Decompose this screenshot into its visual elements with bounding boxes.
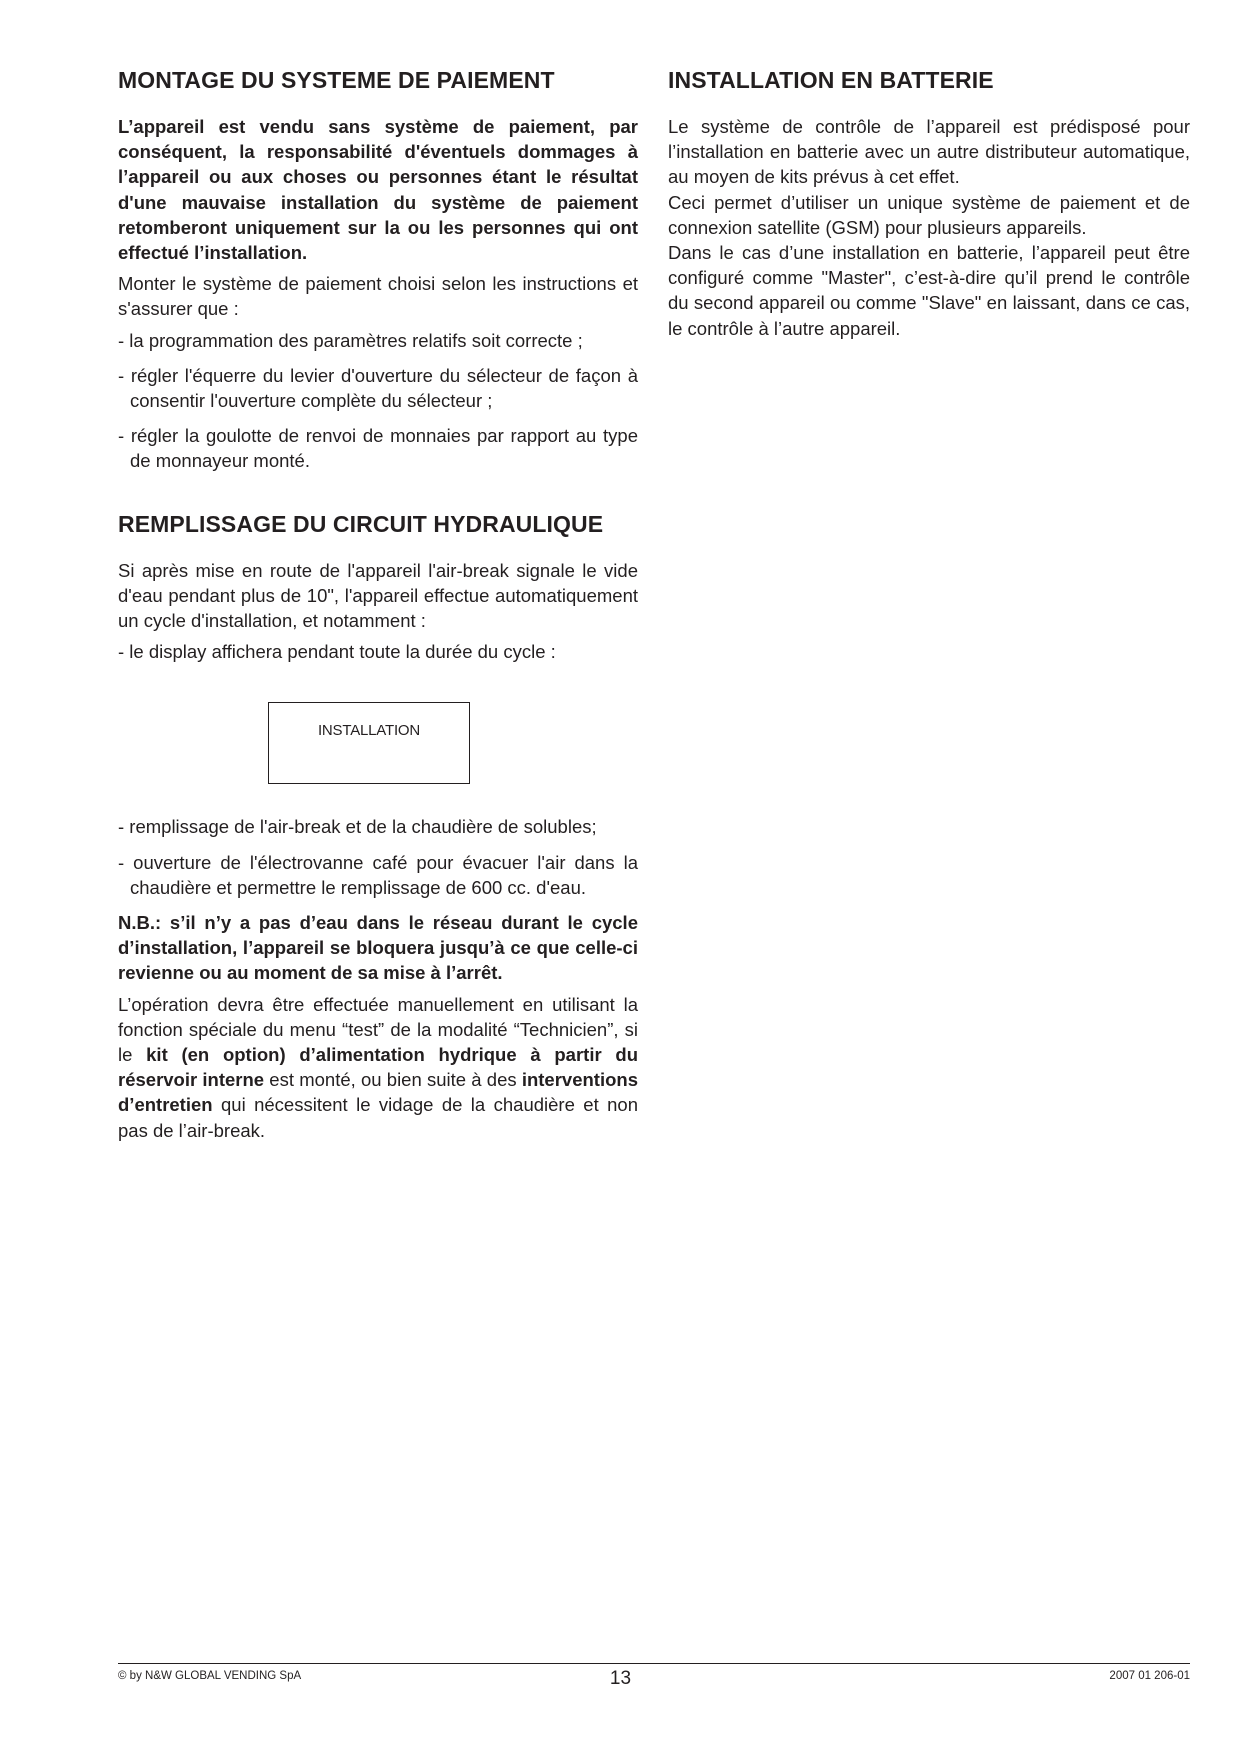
operation-bold-kit: kit (en option) d’alimentation hydrique à partir du réservoir interne xyxy=(118,1044,638,1091)
operation-bold-entretien: interventions d’entretien xyxy=(118,1069,638,1116)
section-title-hydraulique: REMPLISSAGE DU CIRCUIT HYDRAULIQUE xyxy=(118,510,604,537)
list-item: - régler l'équerre du levier d'ouverture du sélecteur de façon à consentir l'ouverture complète du sélecteur ; xyxy=(118,364,638,412)
batterie-paragraph: Ceci permet d’utiliser un unique système de paiement et de connexion satellite (GSM) pour plusieurs appareils. xyxy=(668,191,1190,238)
right-column xyxy=(668,64,1190,341)
list-item: - le display affichera pendant toute la durée du cycle : xyxy=(118,641,556,663)
list-item: - régler la goulotte de renvoi de monnaies par rapport au type de monnayeur monté. xyxy=(118,425,638,472)
batterie-paragraph: Dans le cas d’une installation en batterie, l’appareil peut être configuré comme "Master", c’est-à-dire qu’il prend le contrôle du second appareil ou comme "Slave" en laissant, dans ce cas, le contrôle à l’autre appareil. xyxy=(668,242,1190,339)
hydraulique-intro: Si après mise en route de l'appareil l'air-break signale le vide d'eau pendant plus de 10", l'appareil effectue automatiquement un cycle d'installation, et notamment : xyxy=(118,559,638,632)
display-box xyxy=(268,702,470,784)
warning-paragraph: L’appareil est vendu sans système de paiement, par conséquent, la responsabilité d'éventuels dommages à l’appareil ou aux choses ou personnes étant le résultat d'une mauvaise installation du système de paiement retomberont uniquement sur la ou les personnes qui ont effectué l’installation. xyxy=(118,116,638,264)
footer-copyright: © by N&W GLOBAL VENDING SpA xyxy=(118,1670,302,1682)
operation-paragraph xyxy=(118,992,638,1143)
left-column xyxy=(118,64,638,1143)
batterie-paragraph: Le système de contrôle de l’appareil est prédisposé pour l’installation en batterie avec un autre distributeur automatique, au moyen de kits prévus à cet effet. xyxy=(668,116,1190,188)
list-item: - remplissage de l'air-break et de la chaudière de solubles; xyxy=(118,816,597,838)
operation-text: est monté, ou bien suite à des xyxy=(264,1069,522,1091)
section-title-paiement: MONTAGE DU SYSTEME DE PAIEMENT xyxy=(118,67,555,93)
montage-intro: Monter le système de paiement choisi selon les instructions et s'assurer que : xyxy=(118,273,638,320)
operation-text: L’opération devra être effectuée manuellement en utilisant la fonction spéciale du menu “test” de la modalité “Technicien”, si le xyxy=(118,993,638,1066)
nb-paragraph: N.B.: s’il n’y a pas d’eau dans le réseau durant le cycle d’installation, l’appareil se bloquera jusqu’à ce que celle-ci revienne ou au moment de sa mise à l’arrêt. xyxy=(118,912,638,984)
footer-code: 2007 01 206-01 xyxy=(1109,1670,1190,1682)
section-title-batterie: INSTALLATION EN BATTERIE xyxy=(668,67,994,93)
list-item: - la programmation des paramètres relatifs soit correcte ; xyxy=(118,329,583,351)
footer-divider xyxy=(118,1663,1190,1664)
list-item: - ouverture de l'électrovanne café pour évacuer l'air dans la chaudière et permettre le remplissage de 600 cc. d'eau. xyxy=(118,851,638,898)
display-text: INSTALLATION xyxy=(317,722,421,740)
operation-text: qui nécessitent le vidage de la chaudière et non pas de l’air-break. xyxy=(118,1094,638,1141)
page-number: 13 xyxy=(609,1668,632,1689)
